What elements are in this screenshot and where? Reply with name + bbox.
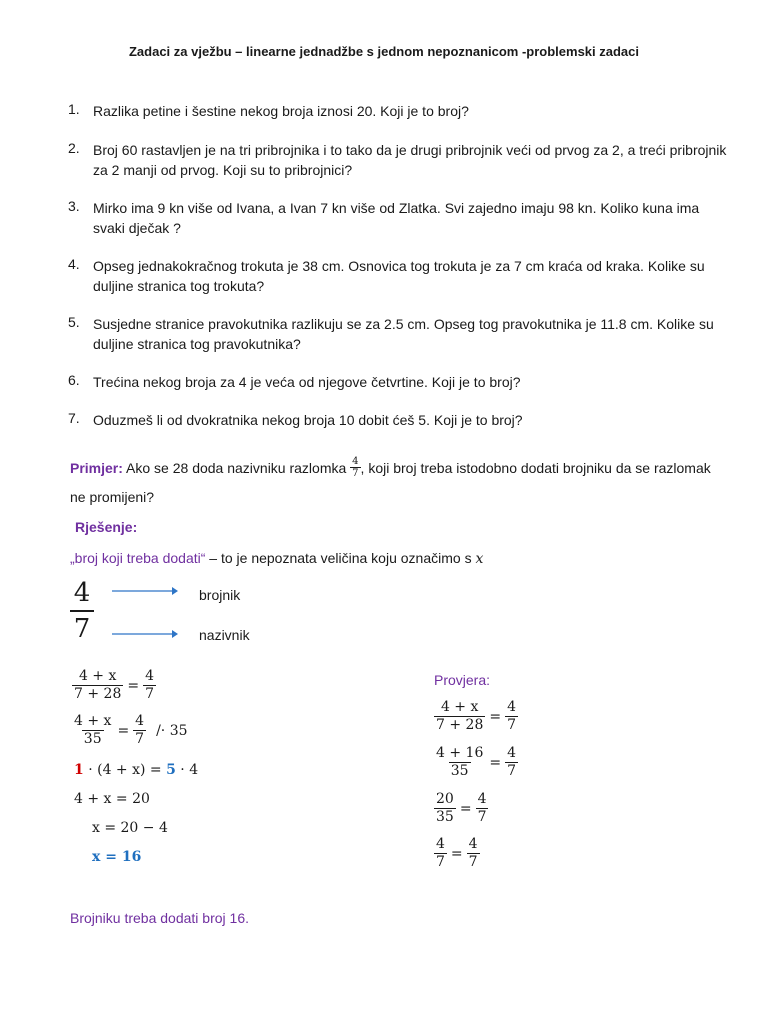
step1-numerator: 4 + x bbox=[78, 668, 117, 684]
check3-denominator: 35 bbox=[436, 809, 454, 825]
equation-step-5: x = 20 − 4 bbox=[92, 820, 168, 836]
problem-number: 3. bbox=[68, 198, 80, 214]
step3-coefficient-left: 1 bbox=[74, 762, 84, 778]
problem-text: Susjedne stranice pravokutnika razlikuju se za 2.5 cm. Opseg tog pravokutnika je 11.8 cm. Kolike su duljine stranica tog pravokutnika? bbox=[93, 316, 714, 352]
check3-right-denominator: 7 bbox=[477, 809, 487, 825]
unknown-quote: „broj koji treba dodati“ bbox=[70, 550, 206, 566]
problem-number: 4. bbox=[68, 256, 80, 272]
fraction-denominator: 7 bbox=[352, 468, 359, 479]
check-step-1 bbox=[434, 699, 518, 734]
problem-number: 2. bbox=[68, 140, 80, 156]
check2-right-numerator: 4 bbox=[507, 745, 517, 761]
problem-number: 5. bbox=[68, 314, 80, 330]
check-step-2 bbox=[434, 745, 518, 780]
check4-right-denominator: 7 bbox=[468, 854, 478, 870]
equation-step-3 bbox=[74, 762, 198, 778]
equals-sign: = bbox=[450, 845, 463, 862]
check2-denominator: 35 bbox=[450, 763, 469, 779]
step3-middle: · (4 + x) = bbox=[83, 762, 167, 778]
arrow-head-top bbox=[172, 587, 178, 595]
equation-step-4: 4 + x = 20 bbox=[74, 791, 150, 807]
check2-numerator: 4 + 16 bbox=[436, 745, 484, 761]
problem-number: 7. bbox=[68, 410, 80, 426]
problem-text: Opseg jednakokračnog trokuta je 38 cm. Osnovica tog trokuta je za 7 cm kraća od kraka. Kolike su duljine stranica tog trokuta? bbox=[93, 258, 705, 294]
check-step-3 bbox=[434, 791, 488, 826]
step2-right-denominator: 7 bbox=[135, 731, 145, 747]
check1-right-denominator: 7 bbox=[507, 717, 517, 733]
step3-coefficient-right: 5 bbox=[166, 762, 176, 778]
problem-text: Trećina nekog broja za 4 je veća od njegove četvrtine. Koji je to broj? bbox=[93, 374, 521, 390]
diagram-denominator: 7 bbox=[73, 614, 91, 644]
equation-step-2 bbox=[72, 713, 188, 748]
check3-numerator: 20 bbox=[436, 791, 454, 807]
check1-numerator: 4 + x bbox=[440, 699, 479, 715]
arrow-head-bottom bbox=[172, 630, 178, 638]
diagram-numerator: 4 bbox=[73, 578, 91, 608]
problem-text: Oduzmeš li od dvokratnika nekog broja 10 dobit ćeš 5. Koji je to broj? bbox=[93, 412, 523, 428]
page-title: Zadaci za vježbu – linearne jednadžbe s jednom nepoznanicom -problemski zadaci bbox=[128, 44, 640, 59]
equation-step-1 bbox=[72, 668, 156, 703]
check3-right-numerator: 4 bbox=[477, 791, 487, 807]
example-text-line2: ne promijeni? bbox=[70, 489, 155, 505]
step3-end: · 4 bbox=[175, 762, 199, 778]
check1-denominator: 7 + 28 bbox=[436, 717, 484, 733]
step1-denominator: 7 + 28 bbox=[74, 686, 122, 702]
check4-numerator: 4 bbox=[436, 836, 445, 852]
problem-text: Mirko ima 9 kn više od Ivana, a Ivan 7 kn više od Zlatka. Svi zajedno imaju 98 kn. Koliko kuna ima svaki dječak ? bbox=[93, 200, 700, 236]
example-line bbox=[70, 456, 711, 479]
step2-multiply-note: /· 35 bbox=[156, 722, 188, 739]
step2-numerator: 4 + x bbox=[74, 713, 112, 729]
check1-right-numerator: 4 bbox=[507, 699, 517, 715]
equals-sign: = bbox=[489, 754, 502, 771]
unknown-rest: – to je nepoznata veličina koju označimo s bbox=[205, 550, 476, 566]
diagram-arrows bbox=[110, 583, 180, 643]
answer-text: Brojniku treba dodati broj 16. bbox=[70, 910, 249, 926]
label-nazivnik: nazivnik bbox=[199, 627, 250, 643]
equals-sign: = bbox=[127, 677, 140, 694]
check2-right-denominator: 7 bbox=[507, 763, 517, 779]
step2-denominator: 35 bbox=[83, 731, 102, 747]
equation-result: x = 16 bbox=[92, 849, 142, 865]
step1-right-numerator: 4 bbox=[145, 668, 155, 684]
step1-right-denominator: 7 bbox=[145, 686, 155, 702]
example-text-before: Ako se 28 doda nazivniku razlomka bbox=[122, 459, 351, 476]
solution-label: Rješenje: bbox=[75, 519, 138, 535]
check-label: Provjera: bbox=[434, 672, 491, 688]
check4-denominator: 7 bbox=[436, 854, 445, 870]
label-brojnik: brojnik bbox=[199, 587, 241, 603]
check-step-4 bbox=[434, 836, 480, 871]
unknown-var: x bbox=[475, 551, 484, 567]
problem-text: Razlika petine i šestine nekog broja iznosi 20. Koji je to broj? bbox=[93, 103, 469, 119]
fraction-numerator: 4 bbox=[352, 456, 359, 467]
problem-number: 1. bbox=[68, 101, 80, 117]
diagram-fraction bbox=[70, 578, 94, 644]
equals-sign: = bbox=[117, 722, 130, 739]
problem-text: Broj 60 rastavljen je na tri pribrojnika i to tako da je drugi pribrojnik veći od prvog za 2, a treći pribrojnik za 2 manji od prvog. Koji su to pribrojnici? bbox=[93, 142, 727, 178]
check4-right-numerator: 4 bbox=[468, 836, 478, 852]
example-label: Primjer: bbox=[70, 459, 123, 476]
step2-right-numerator: 4 bbox=[135, 713, 145, 729]
fraction-bar bbox=[70, 610, 94, 612]
example-fraction bbox=[350, 456, 360, 479]
problem-number: 6. bbox=[68, 372, 80, 388]
equals-sign: = bbox=[489, 708, 502, 725]
unknown-definition bbox=[70, 550, 483, 567]
example-text-after: , koji broj treba istodobno dodati brojniku da se razlomak bbox=[360, 459, 711, 476]
equals-sign: = bbox=[459, 800, 472, 817]
